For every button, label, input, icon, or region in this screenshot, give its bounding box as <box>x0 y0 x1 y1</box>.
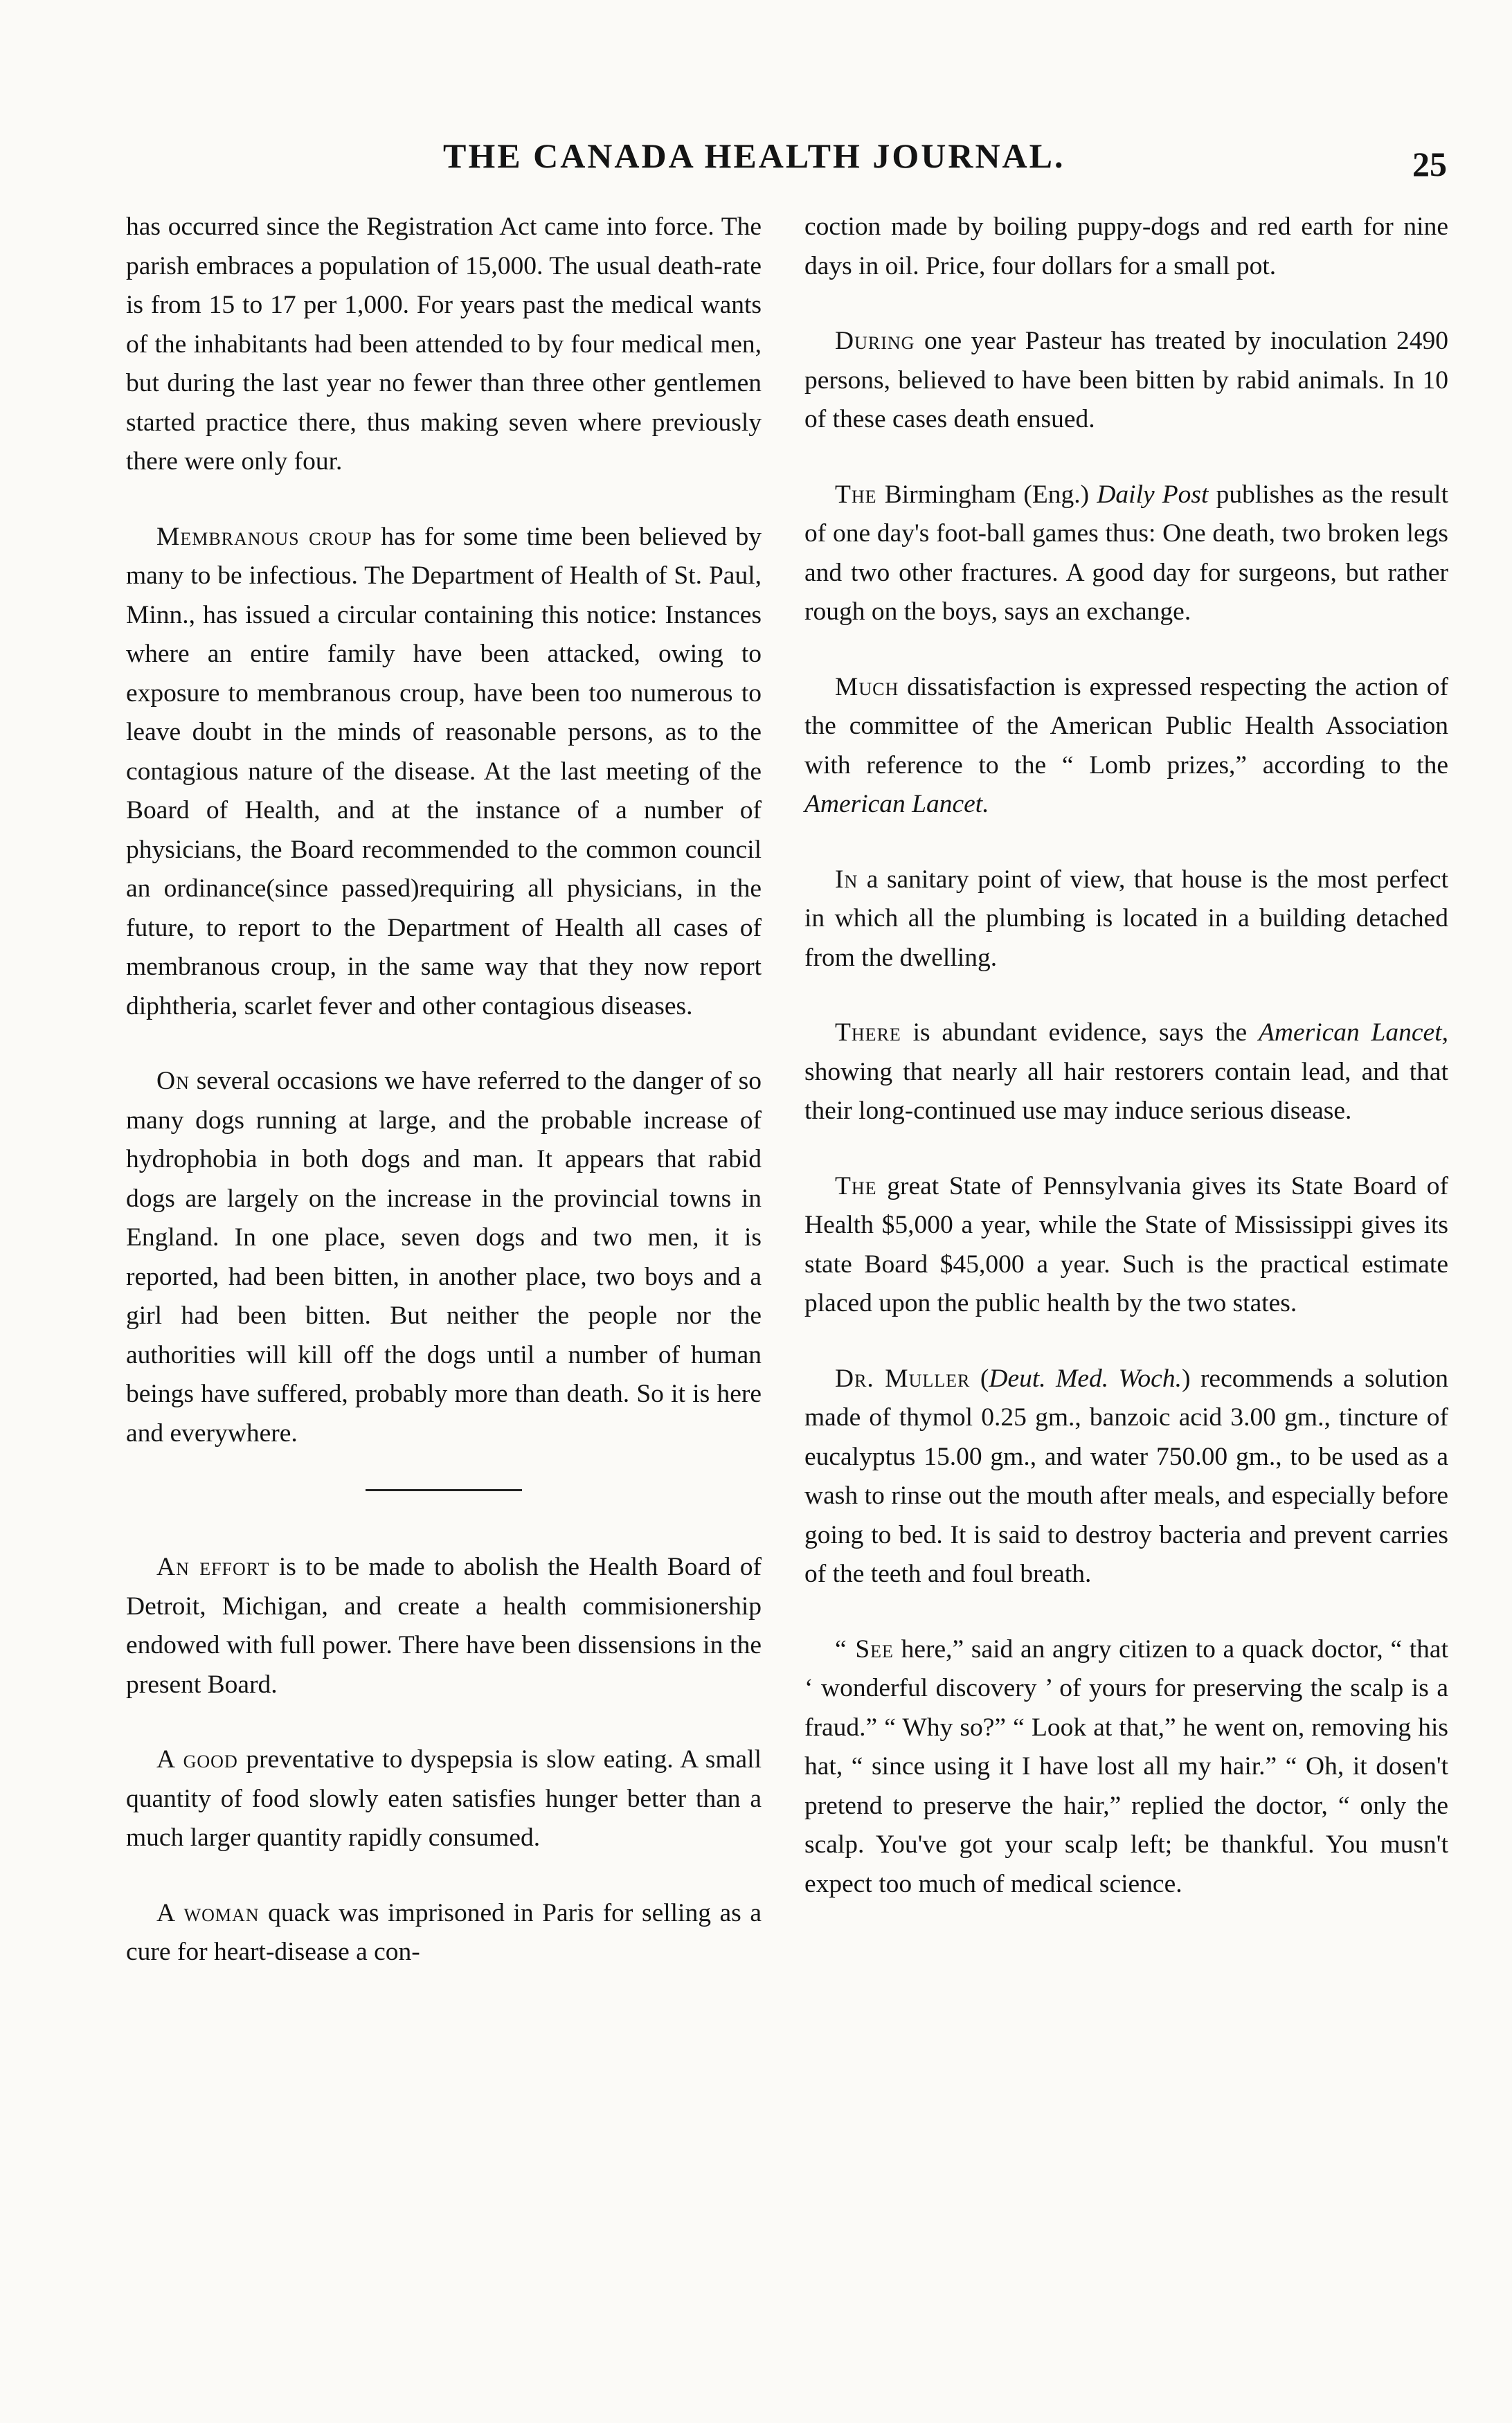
paragraph-text: great State of Pennsylvania gives its State Board of Health $5,000 a year, while the State of Mississippi gives its state Board $45,000 a year. Such is the practical estimate placed upon the public health by the two states. <box>804 1171 1448 1317</box>
paragraph-hair-restorers <box>804 1014 1448 1131</box>
paragraph-text: dissatisfaction is expressed respecting the action of the committee of the American Public Health Association with reference to the “ Lomb prizes,” according to the <box>804 672 1448 780</box>
left-column <box>126 208 762 2008</box>
paragraph-dyspepsia <box>126 1740 762 1858</box>
paragraph-text: ( <box>970 1364 989 1393</box>
paragraph-text: is abundant evidence, says the <box>901 1018 1259 1047</box>
page-number: 25 <box>1412 145 1447 183</box>
paragraph-text: showing that nearly all hair restorers contain lead, and that their long-continued use may induce serious disease. <box>804 1057 1448 1125</box>
section-divider <box>366 1489 522 1491</box>
paragraph-text: publishes as the result of one day's foot-ball games thus: One death, two broken legs and two other fractures. A good day for surgeons, but rather rough on the boys, says an exchange. <box>804 480 1449 626</box>
lead-words: “ See <box>835 1634 894 1664</box>
running-header <box>0 136 1512 191</box>
paragraph-plumbing <box>804 861 1448 978</box>
publication-name: American Lancet. <box>804 790 989 818</box>
paragraph-text: coction made by boiling puppy-dogs and red earth for nine days in oil. Price, four dollars for a small pot. <box>804 213 1448 280</box>
paragraph-pasteur <box>804 322 1448 440</box>
paragraph-text: quack was imprisoned in Paris for selling as a cure for heart-disease a con- <box>126 1898 762 1966</box>
lead-words: There <box>835 1018 901 1047</box>
paragraph-mouth-wash <box>804 1360 1448 1594</box>
publication-name: Deut. Med. Woch. <box>989 1364 1182 1393</box>
paragraph-text: has for some time been believed by many to be infectious. The Department of Health of St. Paul, Minn., has issued a circular containing this notice: Instances where an entire family have been attacked, owing to exposure to membranous croup, have been too numerous to leave doubt in the minds of reasonable persons, as to the contagious nature of the disease. At the last meeting of the Board of Health, and at the instance of a number of physicians, the Board recommended to the common council an ordinance(since passed)requiring all physicians, in the future, to report to the Department of Health all cases of membranous croup, in the same way that they now report diphtheria, scarlet fever and other contagious diseases. <box>126 522 762 1020</box>
paragraph-registration-act <box>126 208 762 482</box>
lead-words: During <box>835 327 915 355</box>
paragraph-state-boards <box>804 1167 1448 1324</box>
paragraph-quack-doctor <box>804 1630 1448 1904</box>
paragraph-text: is to be made to abolish the Health Board of Detroit, Michigan, and create a health commisionership endowed with full power. There have been dissensions in the present Board. <box>126 1553 762 1699</box>
lead-words: On <box>156 1067 190 1095</box>
paragraph-puppy-dogs <box>804 208 1448 286</box>
lead-words: A woman <box>156 1898 260 1927</box>
paragraph-text: several occasions we have referred to the danger of so many dogs running at large, and the probable increase of hydrophobia in both dogs and man. It appears that rabid dogs are largely on the increase in the provincial towns in England. In one place, seven dogs and two men, it is reported, had been bitten, in another place, two boys and a girl had been bitten. But neither the people nor the authorities will kill off the dogs until a number of human beings have suffered, probably more than death. So it is here and everywhere. <box>126 1067 762 1448</box>
lead-words: An effort <box>156 1553 270 1581</box>
lead-words: Dr. Muller <box>835 1364 971 1393</box>
paragraph-membranous-croup <box>126 518 762 1027</box>
lead-words: Membranous croup <box>156 522 372 551</box>
paragraph-text: one year Pasteur has treated by inoculation 2490 persons, believed to have been bitten by rabid animals. In 10 of these cases death ensued. <box>804 327 1448 433</box>
lead-words: The <box>835 1171 877 1200</box>
paragraph-rabid-dogs <box>126 1062 762 1453</box>
publication-name: American Lancet, <box>1258 1018 1448 1047</box>
paragraph-text: a sanitary point of view, that house is the most perfect in which all the plumbing is located in a building detached from the dwelling. <box>804 865 1448 972</box>
right-column <box>804 208 1448 1940</box>
paragraph-text: Birmingham (Eng.) <box>876 480 1097 509</box>
paragraph-lomb-prizes <box>804 668 1448 825</box>
lead-words: A good <box>156 1745 238 1774</box>
lead-words: Much <box>835 672 899 701</box>
paragraph-woman-quack <box>126 1894 762 1972</box>
paragraph-detroit-health-board <box>126 1548 762 1704</box>
paragraph-text: here,” said an angry citizen to a quack doctor, “ that ‘ wonderful discovery ’ of yours for preserving the scalp is a fraud.” “ Why so?” “ Look at that,” he went on, removing his hat, “ since using it I have lost all my hair.” “ Oh, it dosen't pretend to preserve the hair,” replied the doctor, “ only the scalp. You've got your scalp left; be thankful. You musn't expect too much of medical science. <box>804 1634 1448 1898</box>
paragraph-football <box>804 476 1448 632</box>
paragraph-text: ) recommends a solution made of thymol 0.25 gm., banzoic acid 3.00 gm., tincture of eucalyptus 15.00 gm., and water 750.00 gm., to be used as a wash to rinse out the mouth after meals, and especially before going to bed. It is said to destroy bacteria and prevent carries of the teeth and foul breath. <box>804 1364 1449 1588</box>
publication-name: Daily Post <box>1097 480 1209 509</box>
paragraph-text: preventative to dyspepsia is slow eating. A small quantity of food slowly eaten satisfies hunger better than a much larger quantity rapidly consumed. <box>126 1745 762 1852</box>
lead-words: The <box>835 480 877 509</box>
journal-title: THE CANADA HEALTH JOURNAL. <box>443 136 1065 175</box>
lead-words: In <box>835 865 858 894</box>
paragraph-text: has occurred since the Registration Act came into force. The parish embraces a population of 15,000. The usual death-rate is from 15 to 17 per 1,000. For years past the medical wants of the inhabitants had been attended to by four medical men, but during the last year no fewer than three other gentlemen started practice there, thus making seven where previously there were only four. <box>126 213 762 476</box>
